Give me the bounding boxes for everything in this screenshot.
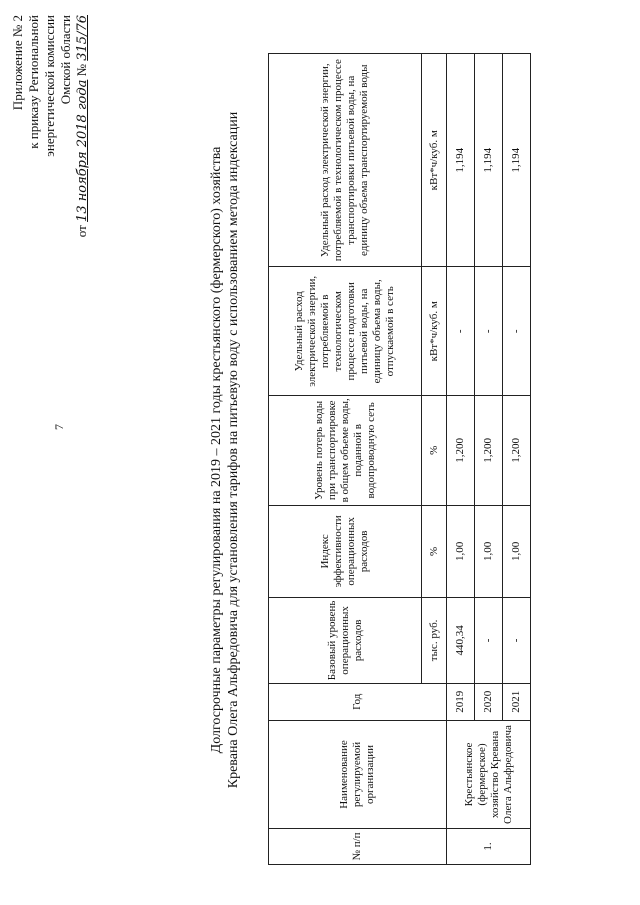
- appendix-line-3: энергетической комиссии: [42, 15, 57, 157]
- table-header-row: [269, 54, 422, 865]
- document-title: [208, 90, 242, 810]
- number-prefix: №: [74, 64, 89, 77]
- cell-prep: -: [475, 267, 503, 396]
- cell-trans: 1,194: [475, 54, 503, 267]
- header-water-loss: Уровень потерь воды при транспортировке в общем объеме воды, поданной в водопроводную сеть: [269, 396, 422, 505]
- cell-base: 440,34: [447, 598, 475, 683]
- cell-year: 2019: [447, 683, 475, 720]
- table-row: [447, 54, 475, 865]
- title-line-1: Долгосрочные параметры регулирования на 2019 – 2021 годы крестьянского (фермерского) хозяйства: [209, 146, 224, 754]
- cell-eff: 1,00: [503, 505, 531, 598]
- cell-trans: 1,194: [447, 54, 475, 267]
- appendix-line-1: Приложение № 2: [10, 15, 25, 111]
- org-name: Крестьянское (фермерское) хозяйство Кревана Олега Альфредовича: [447, 721, 531, 829]
- cell-base: -: [503, 598, 531, 683]
- appendix-line-4: Омской области: [58, 15, 73, 105]
- order-number: 315/76: [75, 15, 90, 61]
- header-efficiency-index: Индекс эффективности операционных расходов: [269, 505, 422, 598]
- page-number: 7: [52, 424, 66, 430]
- regulation-parameters-table: [268, 53, 531, 865]
- header-energy-preparation: Удельный расход электрической энергии, потребляемой в технологическом процессе подготовки питьевой воды, на единицу объема воды, отпускаемой в сеть: [269, 267, 422, 396]
- cell-year: 2021: [503, 683, 531, 720]
- order-date: 13 ноября 2018 года: [75, 79, 90, 222]
- cell-year: 2020: [475, 683, 503, 720]
- org-number: 1.: [447, 828, 531, 864]
- title-line-2: Кревана Олега Альфредовича для установления тарифов на питьевую воду с использованием метода индексации: [226, 111, 241, 789]
- unit-base: тыс. руб.: [422, 598, 447, 683]
- header-num: № п/п: [269, 828, 447, 864]
- cell-loss: 1,200: [503, 396, 531, 505]
- cell-loss: 1,200: [475, 396, 503, 505]
- appendix-header: [10, 15, 91, 345]
- cell-loss: 1,200: [447, 396, 475, 505]
- unit-loss: %: [422, 396, 447, 505]
- header-energy-transport: Удельный расход электрической энергии, потребляемой в технологическом процессе транспортировки питьевой воды, на единицу объема транспортируемой воды: [269, 54, 422, 267]
- cell-prep: -: [447, 267, 475, 396]
- date-prefix: от: [74, 225, 89, 238]
- unit-prep: кВт*ч/куб. м: [422, 267, 447, 396]
- header-org-name: Наименование регулируемой организации: [269, 721, 447, 829]
- cell-eff: 1,00: [447, 505, 475, 598]
- cell-eff: 1,00: [475, 505, 503, 598]
- header-base-level: Базовый уровень операционных расходов: [269, 598, 422, 683]
- cell-prep: -: [503, 267, 531, 396]
- cell-base: -: [475, 598, 503, 683]
- unit-eff: %: [422, 505, 447, 598]
- order-date-line: [74, 15, 91, 345]
- cell-trans: 1,194: [503, 54, 531, 267]
- header-year: Год: [269, 683, 447, 720]
- appendix-line-2: к приказу Региональной: [26, 15, 41, 149]
- unit-trans: кВт*ч/куб. м: [422, 54, 447, 267]
